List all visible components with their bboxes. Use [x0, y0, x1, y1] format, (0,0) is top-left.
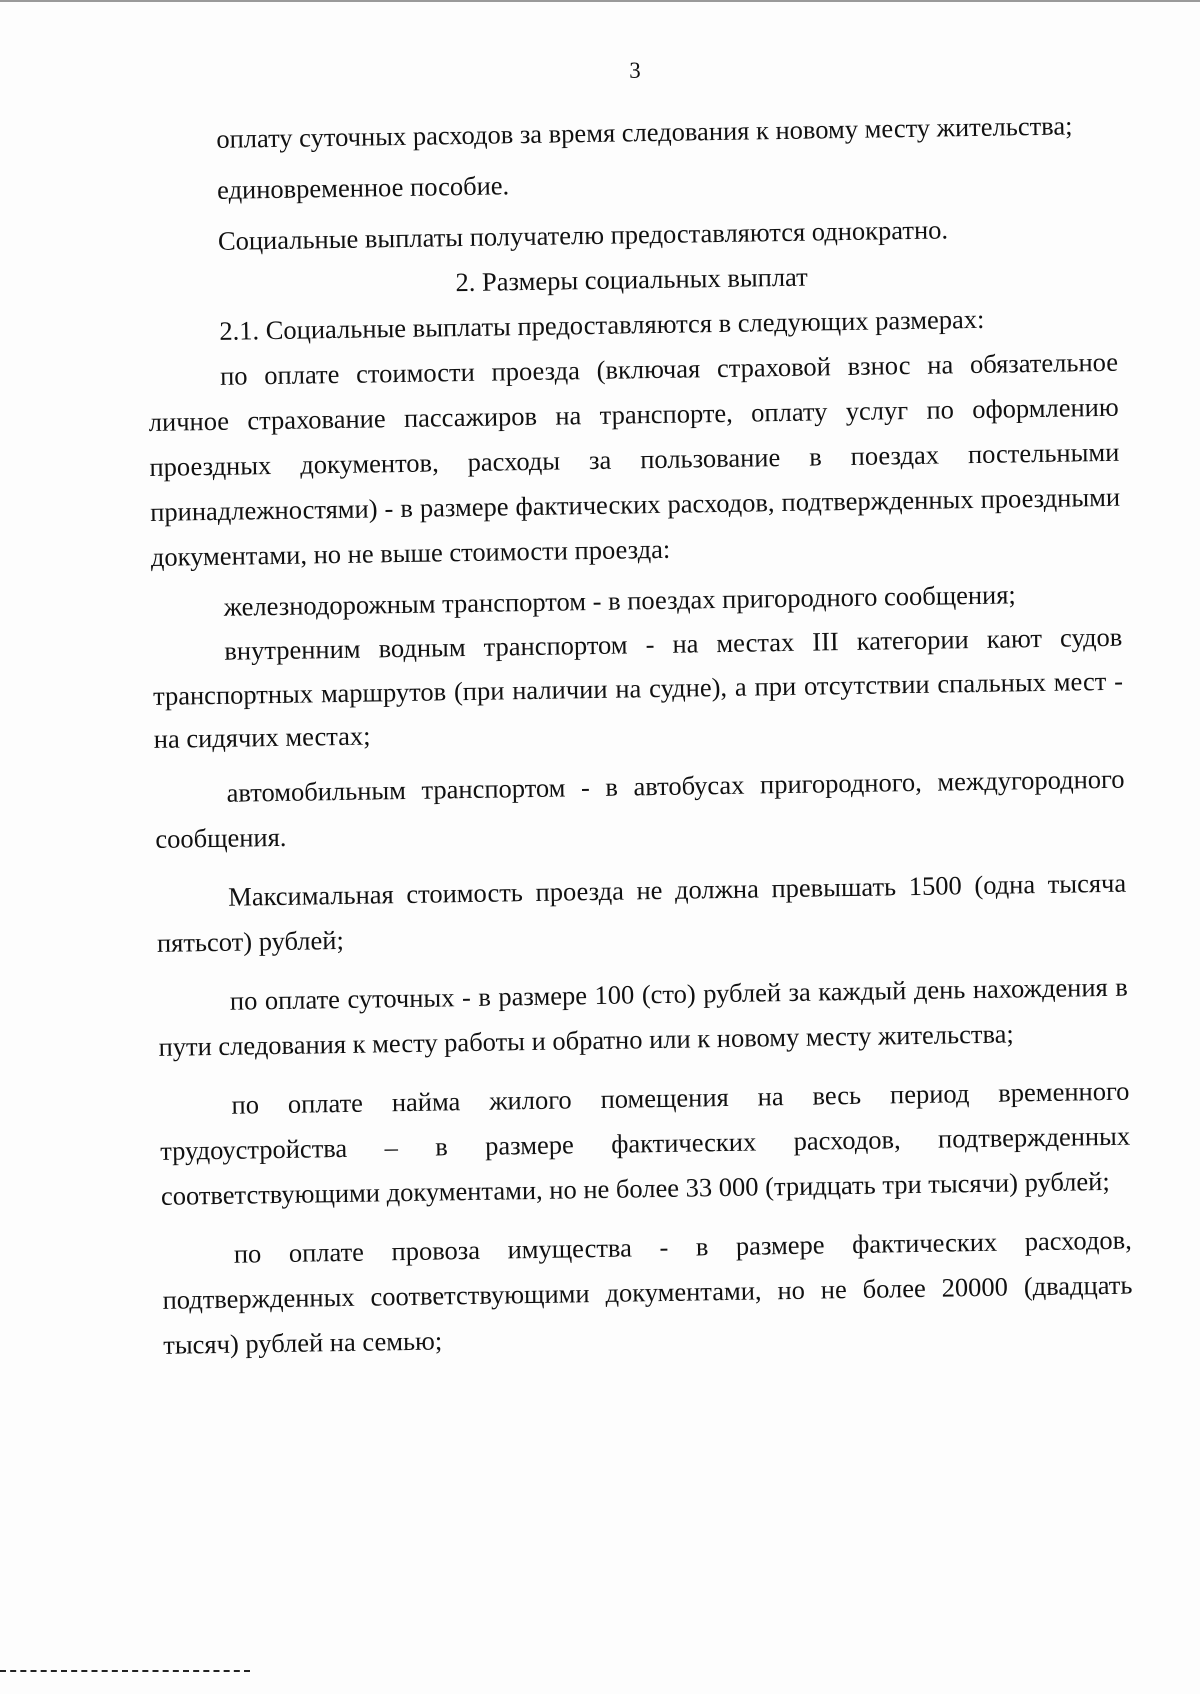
page-number: 3 [629, 58, 641, 83]
paragraph-one-time-provision: Социальные выплаты получателю предоставляются однократно. [217, 214, 949, 256]
paragraph-lump-sum: единовременное пособие. [216, 170, 510, 205]
paragraph-water-transport: внутренним водным транспортом - на местах III категории кают судов транспортных маршрутов (при наличии на судне), а при отсутствии спальных мест - на сидячих местах; [152, 621, 1124, 754]
footer-dashed-rule [0, 1670, 250, 1675]
paragraph-max-travel-cost: Максимальная стоимость проезда не должна превышать 1500 (одна тысяча пятьсот) рублей; [156, 867, 1127, 958]
paragraph-rail-transport: железнодорожным транспортом - в поездах пригородного сообщения; [223, 579, 1016, 622]
paragraph-property-transport: по оплате провоза имущества - в размере фактических расходов, подтвержденных соответствующими документами, но не более 20000 (двадцать тысяч) рублей на семью; [162, 1224, 1133, 1360]
paragraph-amounts-intro: 2.1. Социальные выплаты предоставляются в следующих размерах: [219, 303, 985, 346]
scan-top-border [0, 0, 1200, 2]
paragraph-road-transport: автомобильным транспортом - в автобусах пригородного, междугородного сообщения. [155, 763, 1125, 854]
section-heading: 2. Размеры социальных выплат [455, 261, 808, 298]
document-body [144, 103, 1134, 1368]
paragraph-per-diem: по оплате суточных - в размере 100 (сто) рублей за каждый день нахождения в пути следования к месту работы и обратно или к новому месту жительства; [158, 971, 1128, 1062]
paragraph-travel-cost: по оплате стоимости проезда (включая страховой взнос на обязательное личное страхование пассажиров на транспорте, оплату услуг по оформлению проездных документов, расходы за пользование в поездах постельными принадлежностями) - в размере фактических расходов, подтвержденных проездными документами, но не выше стоимости проезда: [148, 346, 1121, 572]
paragraph-housing-rent: по оплате найма жилого помещения на весь период временного трудоустройства – в размере фактических расходов, подтвержденных соответствующими документами, но не более 33 000 (тридцать три тысячи) рублей; [159, 1075, 1131, 1211]
paragraph-daily-expenses-relocation: оплату суточных расходов за время следования к новому месту жительства; [216, 110, 1073, 154]
